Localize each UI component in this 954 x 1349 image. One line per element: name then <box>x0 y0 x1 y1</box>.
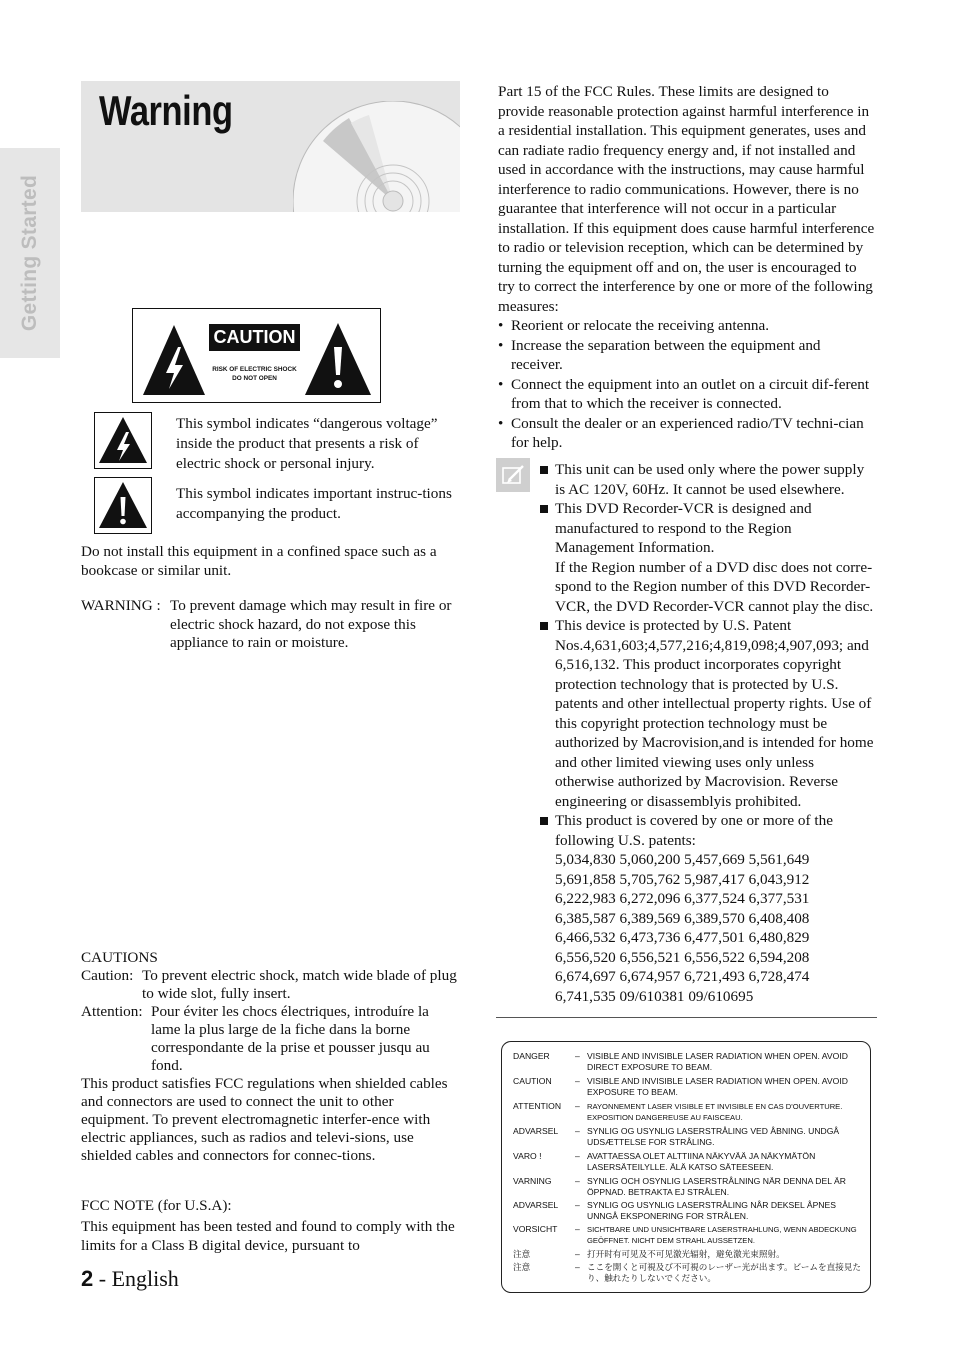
symbol-2-text: This symbol indicates important instruc-tions accompanying the product. <box>176 485 452 522</box>
page-header <box>81 81 460 212</box>
laser-row-dash: – <box>575 1076 580 1086</box>
warning-block <box>81 597 461 653</box>
list-item: • Connect the equipment into an outlet on a circuit dif-ferent from that to which the receiver is connected. <box>498 375 876 414</box>
laser-row-key: DANGER <box>513 1051 550 1061</box>
patent-line: 6,674,697 6,674,957 6,721,493 6,728,474 <box>555 968 810 985</box>
note-text: This product is covered by one or more of the following U.S. patents: <box>555 812 833 849</box>
note-pencil-icon <box>496 458 530 492</box>
list-item <box>538 499 874 616</box>
warning-label <box>81 597 161 616</box>
laser-row-key: VORSICHT <box>513 1224 558 1234</box>
laser-row-text: SYNLIG OG USYNLIG LASERSTRÅLING VED ÅBNING. UNDGÅ UDSÆTTELSE FOR STRÅLING. <box>587 1126 840 1148</box>
fcc-note-text: This equipment has been tested and found to comply with the limits for a Class B digital device, pursuant to <box>81 1217 455 1254</box>
laser-row-dash: – <box>575 1200 580 1210</box>
laser-row-dash: – <box>575 1176 580 1186</box>
patent-line: 6,466,532 6,473,736 6,477,501 6,480,829 <box>555 929 810 946</box>
patent-line: 6,222,983 6,272,096 6,377,524 6,377,531 <box>555 890 810 907</box>
laser-row-key: ATTENTION <box>513 1101 562 1111</box>
note-extra-text: If the Region number of a DVD disc does not corre-spond to the Region number of this DVD Recorder-VCR, the DVD Recorder-VCR cannot play the disc. <box>555 558 874 615</box>
lightning-triangle-icon <box>95 413 151 468</box>
note-text: This device is protected by U.S. Patent Nos.4,631,603;4,577,216;4,819,098;4,907,093; and 6,516,132. This product incorporates copyright protection technology that is protected by U.S. patents and other intellectual property rights. Use of this copyright protection technology must be authorized by Macrovision,and is intended for home and other limited viewing uses only unless otherwise authorized by Macrovision. Reverse engineering or disassemblyis prohibited. <box>555 617 874 810</box>
warning-text: To prevent damage which may result in fire or electric shock hazard, do not expose this appliance to rain or moisture. <box>170 597 452 651</box>
laser-row-text: 打开时有可见及不可见激光辐射，避免激光束照射。 <box>587 1249 785 1259</box>
laser-row-key: VARO ! <box>513 1151 542 1161</box>
section-tab-label: Getting Started <box>18 174 41 332</box>
list-item: • Consult the dealer or an experienced radio/TV techni-cian for help. <box>498 414 876 453</box>
patent-line: 6,385,587 6,389,569 6,389,570 6,408,408 <box>555 909 810 927</box>
laser-row-key: CAUTION <box>513 1076 552 1086</box>
notes-list <box>538 460 874 1006</box>
caution-label <box>132 308 381 403</box>
laser-row-dash: – <box>575 1249 580 1259</box>
fcc-measures-list <box>498 316 876 453</box>
laser-row-dash: – <box>575 1224 580 1234</box>
divider <box>496 1017 877 1018</box>
symbol-1-text: This symbol indicates “dangerous voltage” inside the product that presents a risk of electric shock or personal injury. <box>176 415 438 472</box>
list-item: • Increase the separation between the equipment and receiver. <box>498 336 876 375</box>
attention-item <box>81 1003 459 1075</box>
lightning-triangle-icon <box>141 323 207 397</box>
page-title: Warning <box>99 87 233 134</box>
caution-item-text: To prevent electric shock, match wide blade of plug to wide slot, fully insert. <box>142 967 457 1002</box>
fcc-continued <box>498 82 876 453</box>
laser-row-text: VISIBLE AND INVISIBLE LASER RADIATION WHEN OPEN. AVOID EXPOSURE TO BEAM. <box>587 1076 848 1098</box>
disc-icon <box>293 101 460 212</box>
note-text: This unit can be used only where the power supply is AC 120V, 60Hz. It cannot be used elsewhere. <box>555 461 865 498</box>
caution-subtext <box>209 365 300 383</box>
caution-word-box <box>209 324 300 351</box>
attention-item-text: Pour éviter les chocs électriques, introduíre la lame la plus large de la fiche dans la borne correspondante de la prise et pousser jusqu au fond. <box>151 1003 430 1074</box>
page-number: 2 <box>81 1266 94 1291</box>
caution-line-2: DO NOT OPEN <box>232 375 277 382</box>
patent-line: 6,741,535 09/610381 09/610695 <box>555 987 754 1005</box>
list-item: • Reorient or relocate the receiving antenna. <box>498 316 876 336</box>
caution-word: CAUTION <box>213 327 296 347</box>
laser-row-text: ここを開くと可視及び不可視のレーザー光が出ます。ビームを直接見たり、触れたりしないでください。 <box>587 1262 861 1284</box>
install-note: Do not install this equipment in a confined space such as a bookcase or similar unit. <box>81 543 437 579</box>
laser-row-dash: – <box>575 1262 580 1272</box>
laser-row-dash: – <box>575 1151 580 1161</box>
list-item <box>538 811 874 1006</box>
page-language: - English <box>93 1266 179 1291</box>
patent-line: 5,691,858 5,705,762 5,987,417 6,043,912 <box>555 870 810 888</box>
caution-line-1: RISK OF ELECTRIC SHOCK <box>212 366 297 373</box>
cautions-title: CAUTIONS <box>81 949 158 966</box>
note-text: This DVD Recorder-VCR is designed and manufactured to respond to the Region Management Information. <box>555 500 812 556</box>
laser-row-dash: – <box>575 1051 580 1061</box>
fcc-note <box>81 1196 459 1256</box>
section-tab <box>0 148 60 358</box>
laser-row-text: SICHTBARE UND UNSICHTBARE LASERSTRAHLUNG, WENN ABDECKUNG GEÖFFNET. NICHT DEM STRAHL AUSSETZEN. <box>587 1225 857 1246</box>
fcc-regulation-text: This product satisfies FCC regulations when shielded cables and connectors are used to connect the unit to other equipment. To prevent electromagnetic interfer-ence with electric appliances, such as radios and televi-sions, use shielded cables and connectors for connec-tions. <box>81 1075 448 1164</box>
patent-list <box>555 850 874 1006</box>
caution-item <box>81 967 459 1003</box>
warning-label-text: WARNING <box>81 597 153 614</box>
laser-row-key: VARNING <box>513 1176 552 1186</box>
laser-row-key: ADVARSEL <box>513 1200 559 1210</box>
patent-line: 6,556,520 6,556,521 6,556,522 6,594,208 <box>555 948 810 966</box>
caution-item-label: Caution: <box>81 967 134 984</box>
laser-row-dash: – <box>575 1101 580 1111</box>
laser-row-text: SYNLIG OG USYNLIG LASERSTRÅLING NÅR DEKSEL ÅPNES UNNGÅ EKSPONERING FOR STRÅLEN. <box>587 1200 836 1222</box>
laser-warning-label <box>501 1041 871 1293</box>
laser-row-text: SYNLIG OCH OSYNLIG LASERSTRÅLNING NÄR DENNA DEL ÄR ÖPPNAD. BETRAKTA EJ STRÅLEN. <box>587 1176 846 1198</box>
laser-row-text: AVATTAESSA OLET ALTTIINA NÄKYVÄÄ JA NÄKYMÄTÖN LASERSÄTEILYLLE. ÄLÄ KATSO SÄTEESEEN. <box>587 1151 816 1173</box>
list-item <box>538 616 874 811</box>
warning-sep: : <box>156 597 161 614</box>
exclamation-triangle-icon <box>95 478 151 533</box>
laser-row-text: VISIBLE AND INVISIBLE LASER RADIATION WHEN OPEN. AVOID DIRECT EXPOSURE TO BEAM. <box>587 1051 848 1073</box>
laser-row-key: ADVARSEL <box>513 1126 559 1136</box>
fcc-note-title: FCC NOTE (for U.S.A): <box>81 1197 232 1214</box>
list-item <box>538 460 874 499</box>
exclamation-triangle-icon <box>303 321 373 397</box>
cautions-block <box>81 949 459 1165</box>
page-footer <box>81 1266 179 1292</box>
fcc-intro: Part 15 of the FCC Rules. These limits are designed to provide reasonable protection against harmful interference in a residential installation. This equipment generates, uses and can radiate radio frequency energy and, if not installed and used in accordance with the instructions, may cause harmful interference to radio communications. However, there is no guarantee that interference will not occur in a particular installation. If this equipment does cause harmful interference to radio or television reception, which can be determined by turning the equipment off and on, the user is encouraged to try to correct the interference by one or more of the following measures: <box>498 83 875 315</box>
laser-row-key: 注意 <box>513 1262 531 1272</box>
attention-item-label: Attention: <box>81 1003 143 1020</box>
laser-row-key: 注意 <box>513 1249 531 1259</box>
patent-line: 5,034,830 5,060,200 5,457,669 5,561,649 <box>555 851 810 868</box>
laser-row-dash: – <box>575 1126 580 1136</box>
symbol-1-box <box>94 412 152 469</box>
symbol-2-box <box>94 477 152 534</box>
laser-row-text: RAYONNEMENT LASER VISIBLE ET INVISIBLE EN CAS D'OUVERTURE. EXPOSITION DANGEREUSE AU FAISCEAU. <box>587 1102 843 1123</box>
